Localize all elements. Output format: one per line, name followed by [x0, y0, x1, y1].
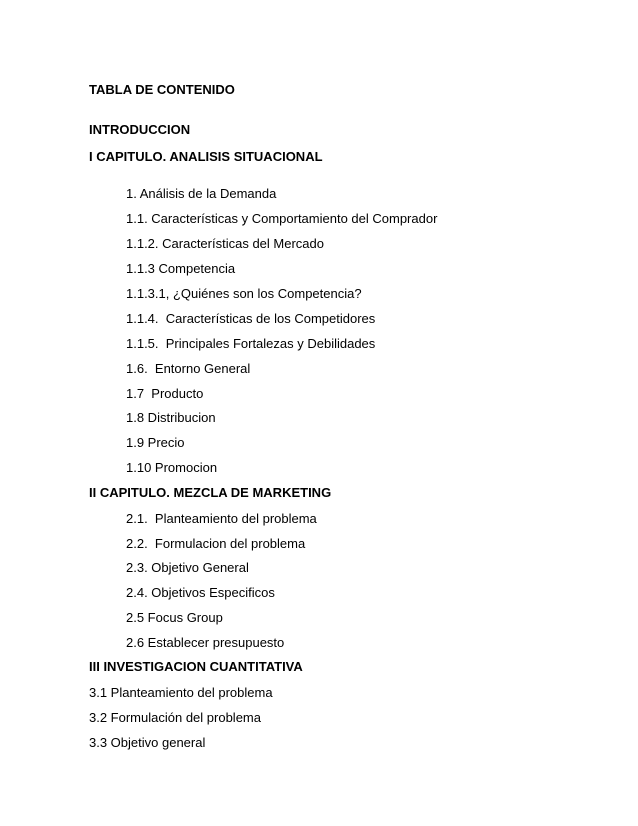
toc-item: 2.4. Objetivos Especificos [126, 585, 275, 600]
toc-item: 1.1.3.1, ¿Quiénes son los Competencia? [126, 286, 362, 301]
toc-item: 1.1.3 Competencia [126, 261, 236, 276]
toc-introduccion: INTRODUCCION [89, 122, 191, 137]
toc-item: 1.7 Producto [126, 386, 204, 401]
toc-item: 1.1.5. Principales Fortalezas y Debilidades [126, 336, 376, 351]
toc-item: 1.1.4. Características de los Competidores [126, 311, 376, 326]
chapter1-heading: I CAPITULO. ANALISIS SITUACIONAL [89, 149, 323, 164]
chapter3-heading: III INVESTIGACION CUANTITATIVA [89, 659, 303, 674]
toc-item: 1.1. Características y Comportamiento del Comprador [126, 211, 438, 226]
toc-item: 1.8 Distribucion [126, 410, 216, 425]
toc-item: 1.6. Entorno General [126, 361, 251, 376]
toc-item: 2.2. Formulacion del problema [126, 536, 306, 551]
toc-item: 2.6 Establecer presupuesto [126, 635, 285, 650]
toc-item: 3.2 Formulación del problema [89, 710, 261, 725]
toc-item: 3.1 Planteamiento del problema [89, 685, 273, 700]
toc-item: 2.3. Objetivo General [126, 560, 249, 575]
toc-item: 1.1.2. Características del Mercado [126, 236, 324, 251]
toc-title: TABLA DE CONTENIDO [89, 82, 235, 97]
toc-item: 1.9 Precio [126, 435, 185, 450]
chapter2-heading: II CAPITULO. MEZCLA DE MARKETING [89, 485, 332, 500]
toc-item: 1. Análisis de la Demanda [126, 186, 277, 201]
toc-item: 2.5 Focus Group [126, 610, 223, 625]
toc-item: 2.1. Planteamiento del problema [126, 511, 317, 526]
toc-item: 3.3 Objetivo general [89, 735, 206, 750]
toc-item: 1.10 Promocion [126, 460, 218, 475]
